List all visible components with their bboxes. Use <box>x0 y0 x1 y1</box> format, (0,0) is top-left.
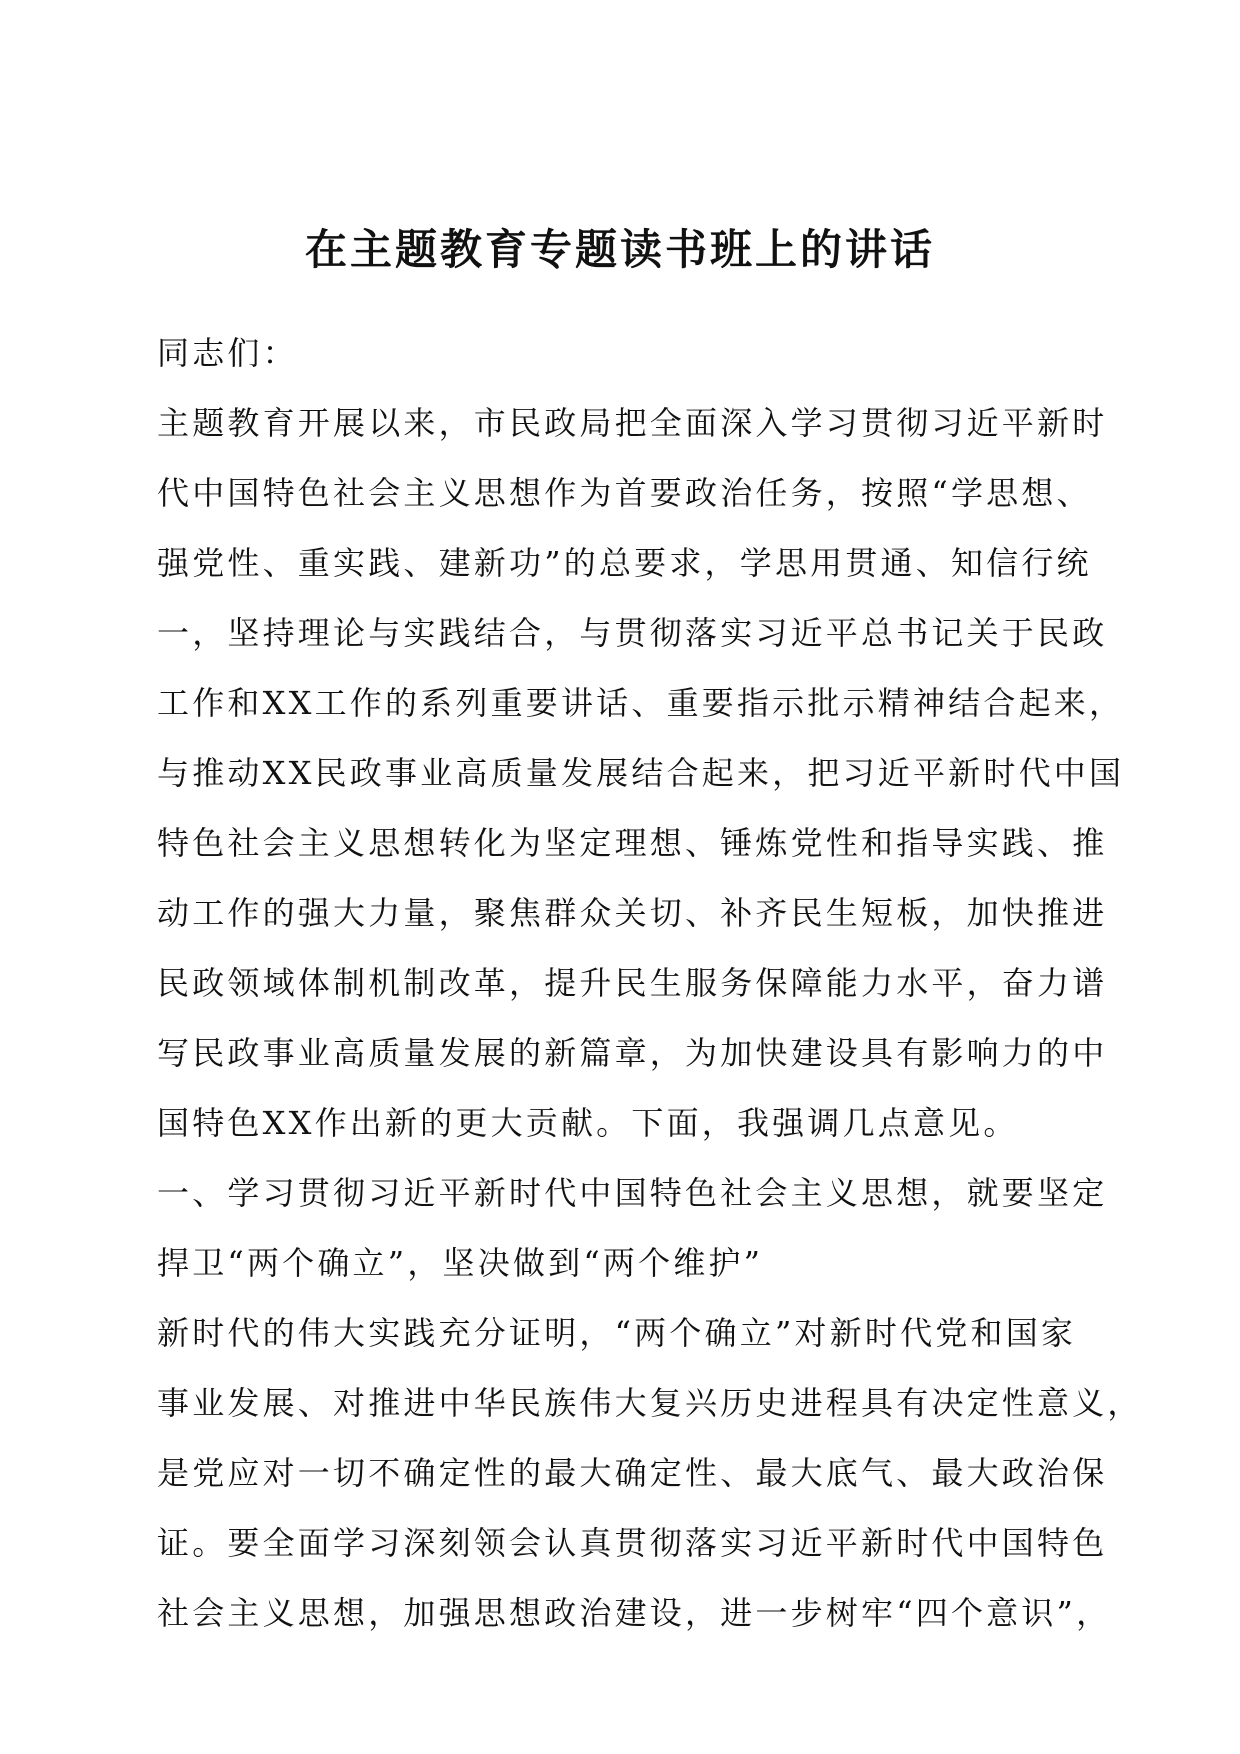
page-title: 在主题教育专题读书班上的讲话 <box>304 225 935 274</box>
section-heading-line: 捍卫“两个确立”，坚决做到“两个维护” <box>157 1244 764 1282</box>
paragraph-line: 是党应对一切不确定性的最大确定性、最大底气、最大政治保 <box>157 1454 1108 1492</box>
salutation-line: 同志们： <box>157 334 298 372</box>
paragraph-line: 动工作的强大力量，聚焦群众关切、补齐民生短板，加快推进 <box>157 894 1108 932</box>
paragraph-line: 事业发展、对推进中华民族伟大复兴历史进程具有决定性意义， <box>157 1384 1143 1422</box>
paragraph-line: 主题教育开展以来，市民政局把全面深入学习贯彻习近平新时 <box>157 404 1108 442</box>
paragraph-line: 证。要全面学习深刻领会认真贯彻落实习近平新时代中国特色 <box>157 1524 1108 1562</box>
section-heading-line: 一、学习贯彻习近平新时代中国特色社会主义思想，就要坚定 <box>157 1174 1108 1212</box>
paragraph-line: 一，坚持理论与实践结合，与贯彻落实习近平总书记关于民政 <box>157 614 1108 652</box>
paragraph-line: 强党性、重实践、建新功”的总要求，学思用贯通、知信行统 <box>157 544 1092 582</box>
paragraph-line: 工作和XX工作的系列重要讲话、重要指示批示精神结合起来， <box>157 684 1125 722</box>
document-body <box>157 318 1143 1648</box>
paragraph-line: 民政领域体制机制改革，提升民生服务保障能力水平，奋力谱 <box>157 964 1108 1002</box>
paragraph-line: 社会主义思想，加强思想政治建设，进一步树牢“四个意识”， <box>157 1594 1112 1632</box>
paragraph-line: 代中国特色社会主义思想作为首要政治任务，按照“学思想、 <box>157 474 1092 512</box>
paragraph-line: 写民政事业高质量发展的新篇章，为加快建设具有影响力的中 <box>157 1034 1108 1072</box>
paragraph-line: 新时代的伟大实践充分证明，“两个确立”对新时代党和国家 <box>157 1314 1077 1352</box>
paragraph-line: 国特色XX作出新的更大贡献。下面，我强调几点意见。 <box>157 1104 1019 1142</box>
paragraph-line: 特色社会主义思想转化为坚定理想、锤炼党性和指导实践、推 <box>157 824 1108 862</box>
paragraph-line: 与推动XX民政事业高质量发展结合起来，把习近平新时代中国 <box>157 754 1125 792</box>
